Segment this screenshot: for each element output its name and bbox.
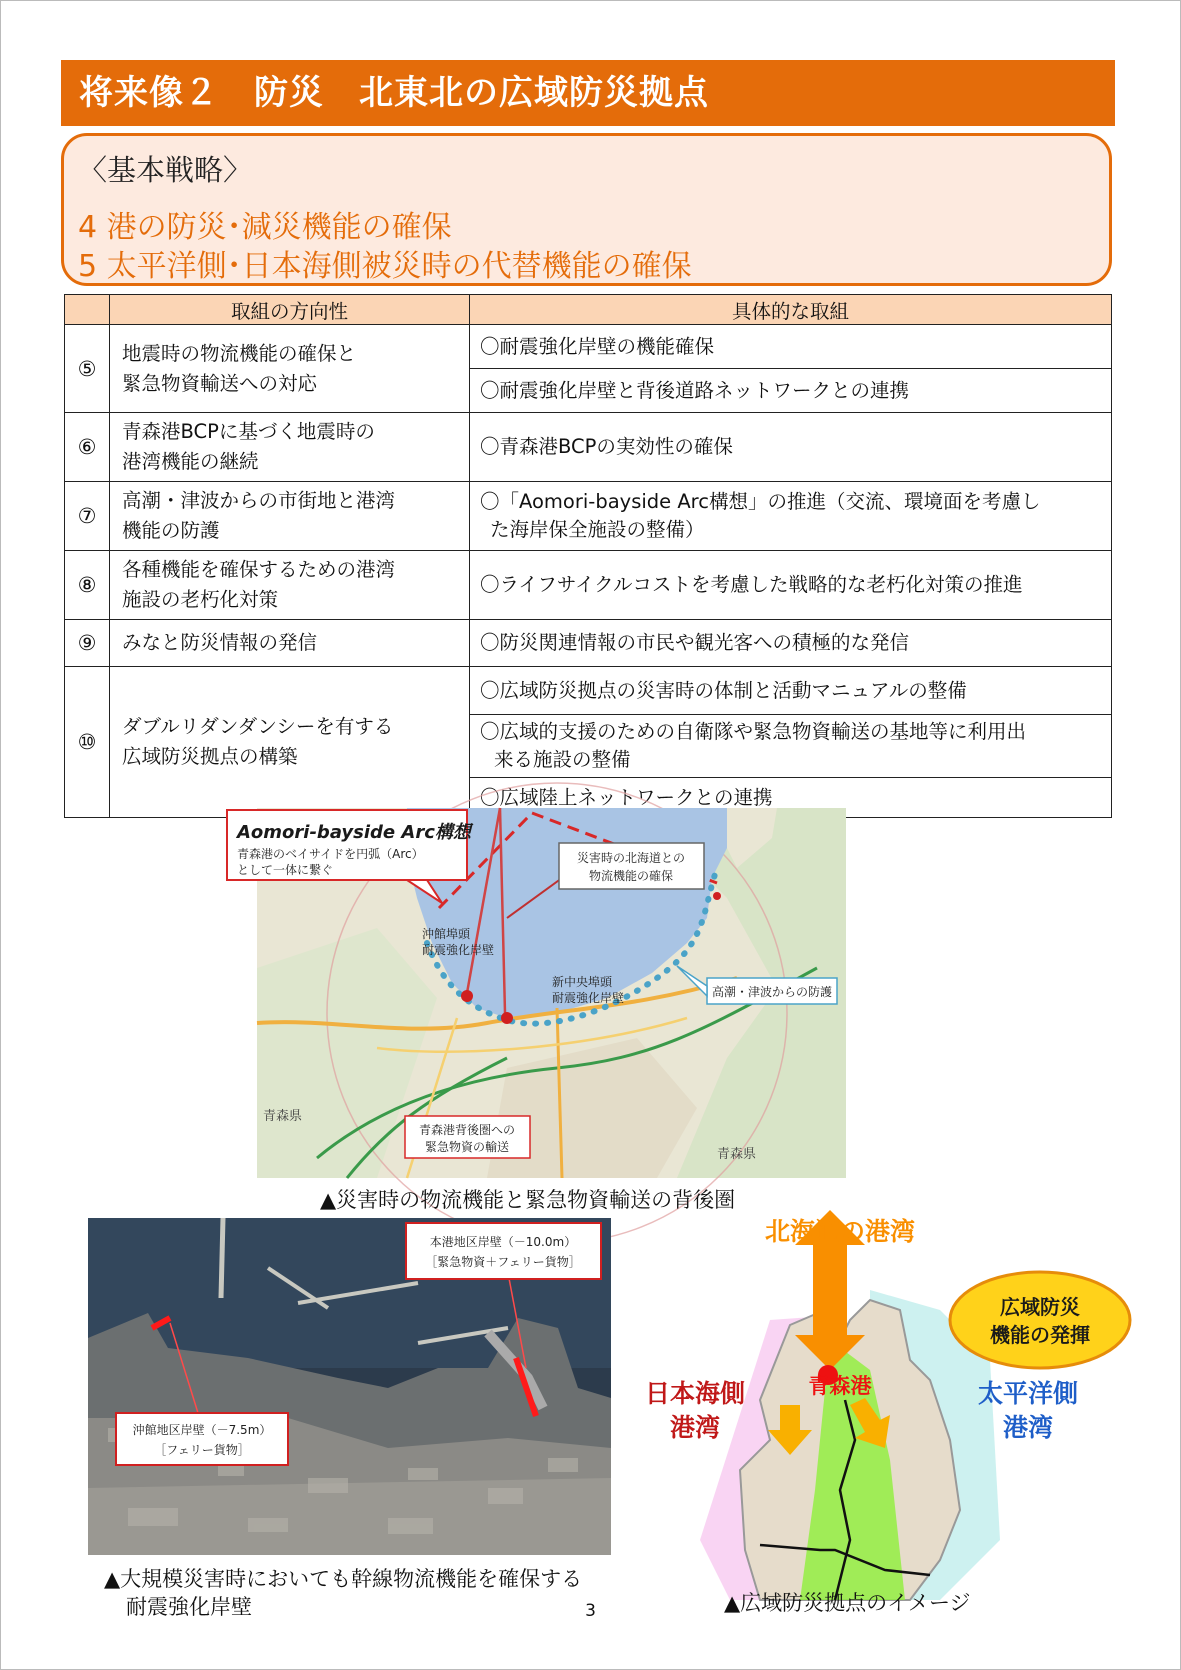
map-caption: ▲災害時の物流機能と緊急物資輸送の背後圏 (320, 1188, 736, 1212)
table-row (65, 667, 1112, 715)
table-row (65, 620, 1112, 667)
shinchuo-label: 新中央埠頭 (552, 975, 613, 989)
okidate-quay-label: ［フェリー貨物］ (154, 1443, 250, 1457)
map-graphic (237, 808, 846, 1178)
direction-line: 施設の老朽化対策 (122, 588, 279, 611)
honko-label: 本港地区岸壁（－10.0m） (429, 1235, 577, 1249)
aerial-graphic (88, 1218, 611, 1555)
aerial-photo (88, 1218, 611, 1555)
diagram-graphic (640, 1210, 1140, 1600)
direction-line: 広域防災拠点の構築 (122, 745, 298, 768)
row-number: ⑥ (65, 413, 110, 482)
action-cell (470, 482, 1112, 551)
aerial-caption: ▲大規模災害時においても幹線物流機能を確保する (104, 1567, 583, 1591)
action-cell: 〇広域陸上ネットワークとの連携 (470, 778, 1112, 818)
action-cell: 〇青森港BCPの実効性の確保 (470, 413, 1112, 482)
okidate-quay-label: 沖館地区岸壁（－7.5m） (132, 1423, 272, 1437)
row-number: ⑩ (65, 667, 110, 818)
direction-line: みなと防災情報の発信 (122, 631, 318, 654)
arc-callout-line: として一体に繋ぐ (237, 863, 334, 877)
arc-callout-line: 青森港のベイサイドを円弧（Arc） (237, 847, 424, 861)
action-cell: 〇耐震強化岸壁の機能確保 (470, 325, 1112, 369)
direction-line: 各種機能を確保するための港湾 (122, 558, 396, 581)
okidate-label: 沖館埠頭 (422, 927, 471, 941)
direction-cell (110, 620, 470, 667)
table-header-row (65, 295, 1112, 325)
action-line: た海岸保全施設の整備） (490, 518, 705, 541)
action-cell: 〇広域防災拠点の災害時の体制と活動マニュアルの整備 (470, 667, 1112, 715)
direction-line: 高潮・津波からの市街地と港湾 (122, 489, 396, 512)
direction-line: ダブルリダンダンシーを有する (122, 715, 394, 738)
table-row (65, 551, 1112, 620)
bubble-text: 機能の発揮 (990, 1323, 1090, 1347)
sea-of-japan-label: 日本海側 (644, 1379, 746, 1408)
table-row (65, 325, 1112, 369)
action-cell (470, 715, 1112, 778)
row-number: ⑦ (65, 482, 110, 551)
hokkaido-label: 北海道の港湾 (764, 1217, 916, 1246)
table-row (65, 482, 1112, 551)
direction-cell (110, 325, 470, 413)
direction-line: 地震時の物流機能の確保と (122, 341, 357, 365)
strategy-item: 4 港の防災･減災機能の確保 (78, 210, 452, 245)
bubble-text: 広域防災 (1000, 1295, 1080, 1319)
tsunami-callout: 高潮・津波からの防護 (711, 985, 833, 999)
page-number: 3 (585, 1601, 596, 1621)
col-header-actions: 具体的な取組 (470, 295, 1112, 325)
sea-of-japan-label: 港湾 (669, 1413, 721, 1442)
pref-label: 青森県 (717, 1147, 757, 1162)
aomori-port-label: 青森港 (808, 1374, 872, 1398)
row-number: ⑤ (65, 325, 110, 413)
basic-strategy-box (61, 133, 1112, 286)
strategy-item: 5 太平洋側･日本海側被災時の代替機能の確保 (78, 249, 692, 284)
direction-cell (110, 551, 470, 620)
hinterland-callout: 緊急物資の輸送 (424, 1140, 510, 1154)
pref-label: 青森県 (263, 1109, 303, 1124)
honko-label: ［緊急物資＋フェリー貨物］ (425, 1255, 581, 1269)
strategy-heading: 〈基本戦略〉 (78, 153, 253, 187)
hinterland-callout: 青森港背後圏への (418, 1123, 516, 1137)
diagram-caption: ▲広域防災拠点のイメージ (724, 1591, 971, 1615)
direction-cell (110, 413, 470, 482)
action-cell: 〇耐震強化岸壁と背後道路ネットワークとの連携 (470, 369, 1112, 413)
disaster-base-diagram (640, 1210, 1140, 1600)
hokkaido-callout-line: 災害時の北海道との (576, 851, 686, 865)
aerial-caption: 耐震強化岸壁 (126, 1595, 252, 1619)
direction-line: 青森港BCPに基づく地震時の (122, 420, 375, 443)
pacific-label: 港湾 (1002, 1413, 1054, 1442)
action-line: 〇「Aomori-bayside Arc構想」の推進（交流、環境面を考慮し (480, 490, 1041, 513)
hokkaido-callout-line: 物流機能の確保 (588, 869, 674, 883)
row-number: ⑨ (65, 620, 110, 667)
row-number: ⑧ (65, 551, 110, 620)
direction-cell (110, 667, 470, 818)
action-cell: 〇防災関連情報の市民や観光客への積極的な発信 (470, 620, 1112, 667)
okidate-label: 耐震強化岸壁 (422, 943, 495, 957)
initiatives-table (64, 294, 1112, 818)
direction-line: 港湾機能の継続 (122, 450, 259, 473)
arc-callout-title: Aomori-bayside Arc構想 (237, 822, 471, 843)
col-header-num (65, 295, 110, 325)
table-row (65, 413, 1112, 482)
action-line: 〇広域的支援のための自衛隊や緊急物資輸送の基地等に利用出 (480, 720, 1027, 743)
direction-cell (110, 482, 470, 551)
page-title: 将来像２ 防災 北東北の広域防災拠点 (61, 60, 1115, 126)
direction-line: 緊急物資輸送への対応 (122, 371, 318, 395)
col-header-direction: 取組の方向性 (110, 295, 470, 325)
pacific-label: 太平洋側 (977, 1379, 1079, 1408)
shinchuo-label: 耐震強化岸壁 (552, 991, 625, 1005)
direction-line: 機能の防護 (122, 519, 220, 542)
action-line: 来る施設の整備 (494, 748, 631, 771)
action-cell: 〇ライフサイクルコストを考慮した戦略的な老朽化対策の推進 (470, 551, 1112, 620)
hinterland-map (237, 808, 846, 1178)
